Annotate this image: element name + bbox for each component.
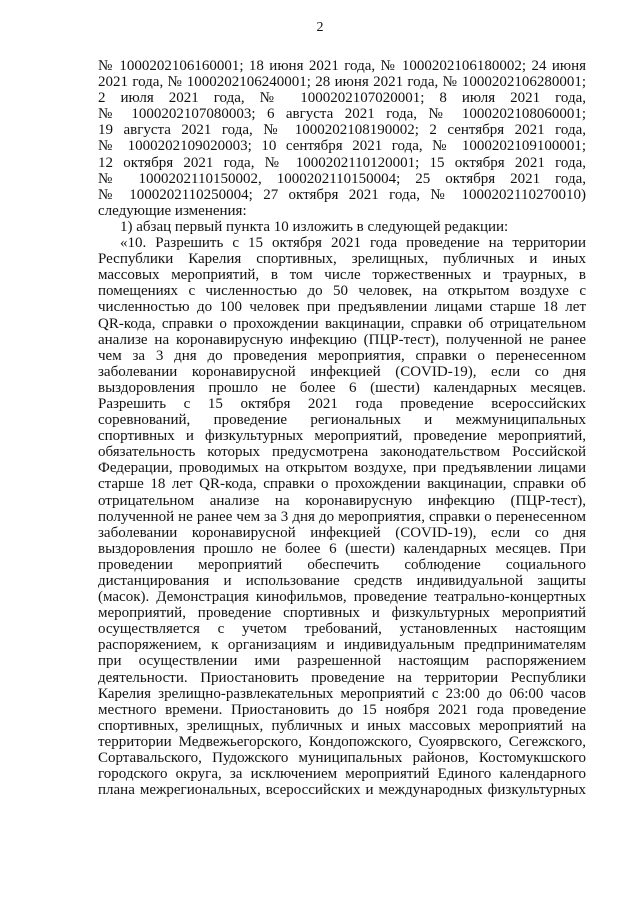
- text-line: мероприятий, проведение спортивных и физкультурных мероприятий: [98, 605, 586, 622]
- text-line: городского округа, за исключением мероприятий Единого календарного: [98, 766, 586, 783]
- text-line: № 1000202110150002, 1000202110150004; 25 октября 2021 года,: [98, 170, 586, 187]
- text-line: помещениях с численностью до 50 человек, на открытом воздухе с: [98, 283, 586, 300]
- text-line: Федерации, проводимых на открытом воздухе, при предъявлении лицами: [98, 460, 586, 477]
- text-line: № 1000202110250004; 27 октября 2021 года, № 1000202110270010): [98, 186, 586, 203]
- text-line: № 1000202107080003; 6 августа 2021 года, № 1000202108060001;: [98, 106, 586, 123]
- text-line: QR-кода, справки о прохождении вакцинации, справки об отрицательном: [98, 315, 586, 332]
- text-line: чем за 3 дня до проведения мероприятия, справки о перенесенном: [98, 347, 586, 364]
- text-line: Сортавальского, Пудожского муниципальных районов, Костомукшского: [98, 750, 586, 767]
- page-number: 2: [316, 20, 324, 35]
- text-line: дистанцирования и использование средств индивидуальной защиты: [98, 573, 586, 589]
- text-line: «10. Разрешить с 15 октября 2021 года проведение на территории: [120, 235, 586, 252]
- text-line: выздоровления прошло не более 6 (шести) календарных месяцев.: [98, 379, 586, 396]
- text-line: 2 июля 2021 года, № 1000202107020001; 8 июля 2021 года,: [98, 90, 586, 107]
- text-line: выздоровления прошло не более 6 (шести) календарных месяцев. При: [98, 540, 586, 557]
- text-line: (масок). Демонстрация кинофильмов, проведение театрально-концертных: [98, 589, 586, 606]
- text-line: Разрешить с 15 октября 2021 года проведение всероссийских: [98, 395, 586, 412]
- text-line: 2021 года, № 1000202106240001; 28 июня 2021 года, № 1000202106280001;: [98, 74, 586, 91]
- text-line: спортивных и физкультурных мероприятий, проведение мероприятий,: [98, 428, 586, 445]
- text-line: Республики Карелия спортивных, зрелищных, публичных и иных: [98, 251, 586, 268]
- text-line: полученной не ранее чем за 3 дня до мероприятия, справки о перенесенном: [98, 508, 586, 525]
- text-line: при осуществлении ими разрешенной настоящим распоряжением: [98, 653, 586, 670]
- text-line: 12 октября 2021 года, № 1000202110120001; 15 октября 2021 года,: [98, 154, 586, 171]
- text-line: численностью до 100 человек при предъявлении лицами старше 18 лет: [98, 299, 586, 316]
- text-line: местного времени. Приостановить до 15 ноября 2021 года проведение: [98, 701, 586, 718]
- text-line: № 1000202106160001; 18 июня 2021 года, № 1000202106180002; 24 июня: [98, 58, 586, 74]
- text-line: отрицательном анализе на коронавирусную инфекцию (ПЦР-тест),: [98, 492, 586, 509]
- text-line: Карелия зрелищно-развлекательных мероприятий с 23:00 до 06:00 часов: [98, 685, 586, 702]
- text-line: № 1000202109020003; 10 сентября 2021 года, № 1000202109100001;: [98, 138, 586, 155]
- text-line: распоряжением, к организациям и индивидуальным предпринимателям: [98, 637, 586, 654]
- text-line: старше 18 лет QR-кода, справки о прохождении вакцинации, справки об: [98, 476, 586, 493]
- text-line: плана межрегиональных, всероссийских и международных физкультурных: [98, 782, 586, 799]
- document-body: [98, 58, 586, 798]
- text-line: заболевании коронавирусной инфекцией (COVID-19), если со дня: [98, 524, 586, 541]
- text-line: массовых мероприятий, в том числе торжественных и траурных, в: [98, 267, 586, 284]
- text-line: спортивных, зрелищных, публичных и иных массовых мероприятий на: [98, 717, 586, 734]
- text-line: деятельности. Приостановить проведение на территории Республики: [98, 669, 586, 686]
- text-line: обязательность которых предусмотрена законодательством Российской: [98, 444, 586, 461]
- text-line: проведении мероприятий обеспечить соблюдение социального: [98, 556, 586, 573]
- text-line: 19 августа 2021 года, № 1000202108190002; 2 сентября 2021 года,: [98, 122, 586, 139]
- text-line: анализе на коронавирусную инфекцию (ПЦР-тест), полученной не ранее: [98, 331, 586, 348]
- text-line: следующие изменения:: [98, 202, 247, 219]
- amendment-item: 1) абзац первый пункта 10 изложить в следующей редакции:: [120, 218, 509, 235]
- text-line: осуществляется с учетом требований, установленных настоящим: [98, 621, 586, 638]
- text-line: заболевании коронавирусной инфекцией (COVID-19), если со дня: [98, 363, 586, 380]
- text-line: соревнований, проведение региональных и межмуниципальных: [98, 412, 586, 429]
- text-line: территории Медвежьегорского, Кондопожского, Суоярвского, Сегежского,: [98, 733, 586, 750]
